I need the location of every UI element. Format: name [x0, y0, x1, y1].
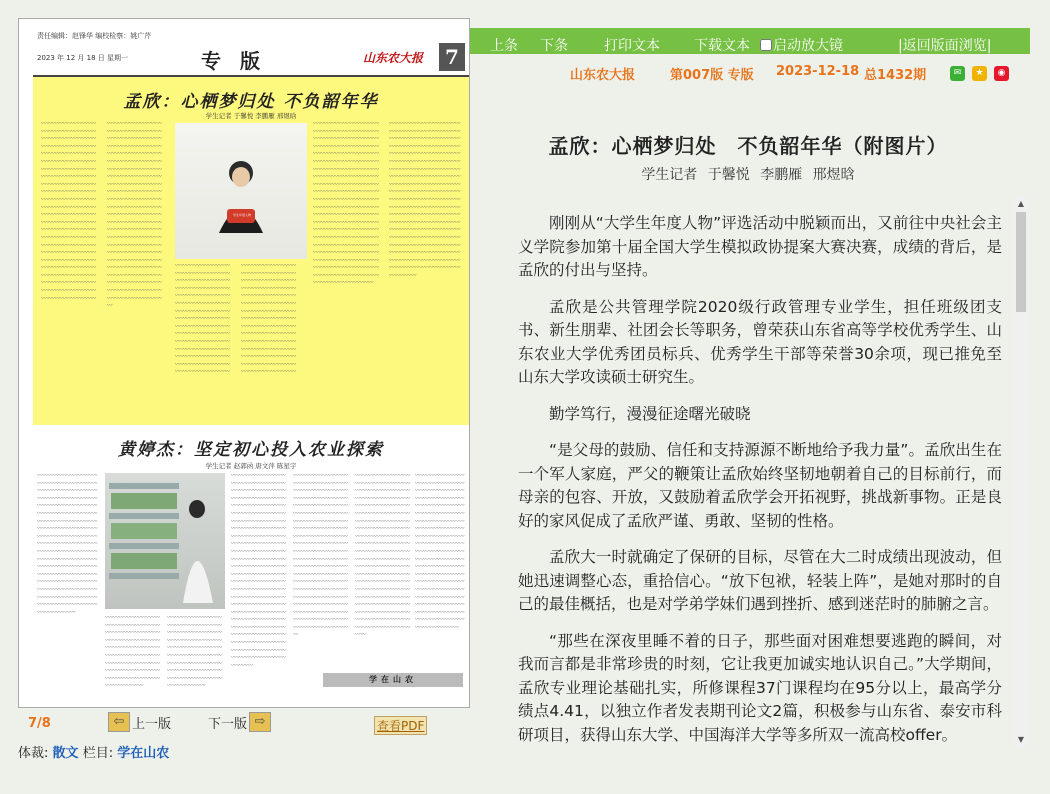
genre-label: 体裁:	[18, 746, 49, 761]
section-title: 专 版	[201, 49, 266, 73]
article-meta	[18, 742, 169, 761]
weibo-icon[interactable]: ◉	[994, 66, 1009, 81]
magnifier-label: 启动放大镜	[773, 38, 843, 54]
text-column: 〰〰〰〰〰〰〰〰〰〰〰〰〰〰〰〰〰〰〰〰〰〰〰〰〰〰〰〰〰〰〰〰〰〰〰〰〰〰〰〰〰〰〰〰〰〰〰〰〰〰〰〰〰〰〰〰〰〰〰〰〰〰〰〰〰〰〰〰〰〰〰〰〰〰〰〰〰〰〰〰〰〰〰〰〰〰〰〰〰〰〰〰〰〰〰〰〰〰〰〰〰〰〰〰〰〰〰〰〰〰〰〰〰〰〰〰〰〰〰〰〰〰〰〰〰〰〰〰〰〰〰〰〰〰〰〰〰〰〰〰〰〰〰〰〰〰〰〰〰〰〰〰〰〰〰〰〰〰〰〰〰〰〰〰〰〰〰〰〰〰〰〰〰〰〰〰〰〰〰〰〰〰〰〰〰〰〰〰〰〰〰〰〰〰〰〰〰〰〰〰〰〰〰〰〰〰〰〰〰〰〰〰〰〰〰〰〰〰〰〰〰〰〰〰〰〰〰〰〰〰〰〰〰〰〰〰〰〰〰〰〰〰〰〰〰〰〰〰〰〰〰〰〰〰	[231, 473, 287, 669]
photo-sign-text: 学生年度人物	[232, 213, 251, 217]
column-footer-strip: 学在山农	[323, 673, 463, 687]
prev-page-link[interactable]	[106, 712, 171, 732]
qzone-icon[interactable]: ★	[972, 66, 987, 81]
page-count: 7/8	[28, 716, 51, 731]
article-body	[518, 212, 1002, 748]
text-column: 〰〰〰〰〰〰〰〰〰〰〰〰〰〰〰〰〰〰〰〰〰〰〰〰〰〰〰〰〰〰〰〰〰〰〰〰〰〰〰〰〰〰〰〰〰〰〰〰〰〰〰〰〰〰〰〰〰〰〰〰〰〰〰〰〰〰〰〰〰〰〰〰〰〰〰〰〰〰〰〰〰〰〰〰〰〰〰〰〰〰〰〰〰〰〰〰〰	[105, 615, 161, 690]
article-title: 孟欣：心栖梦归处 不负韶年华（附图片）	[548, 134, 948, 158]
article2-headline: 黄婷杰：坚定初心投入农业探索	[118, 440, 384, 460]
text-column: 〰〰〰〰〰〰〰〰〰〰〰〰〰〰〰〰〰〰〰〰〰〰〰〰〰〰〰〰〰〰〰〰〰〰〰〰〰〰〰〰〰〰〰〰〰〰〰〰〰〰〰〰〰〰〰〰〰〰〰〰〰〰〰〰〰〰〰〰〰〰〰〰〰〰〰〰〰〰〰〰〰〰〰〰〰〰〰〰〰〰〰〰〰〰〰〰〰〰〰〰〰〰〰〰〰〰〰〰〰〰〰〰〰〰〰〰〰〰〰〰〰〰〰〰〰〰〰〰〰〰〰〰〰〰〰〰〰〰〰〰〰〰〰〰〰〰〰〰〰〰〰〰〰〰〰〰〰〰〰〰〰〰〰〰〰〰〰〰〰〰〰〰〰〰〰〰〰〰〰〰〰〰〰〰〰〰〰〰〰〰〰〰〰〰〰〰〰〰〰〰〰〰〰〰〰〰〰〰〰〰〰〰〰〰〰〰〰〰〰〰〰〰〰〰〰〰〰〰〰〰〰〰〰〰〰〰〰〰〰〰〰〰〰〰〰〰〰〰〰〰〰〰〰〰〰〰〰〰〰〰〰〰〰〰〰	[389, 121, 461, 279]
page-pager	[18, 712, 470, 738]
issue-date-line: 2023 年 12 月 18 日 星期一	[37, 54, 128, 62]
column-label: 栏目:	[82, 746, 114, 761]
issue-date: 2023-12-18	[776, 64, 860, 79]
next-page-label: 下一版	[208, 716, 248, 732]
photo-student	[175, 123, 307, 259]
text-column: 〰〰〰〰〰〰〰〰〰〰〰〰〰〰〰〰〰〰〰〰〰〰〰〰〰〰〰〰〰〰〰〰〰〰〰〰〰〰〰〰〰〰〰〰〰〰〰〰〰〰〰〰〰〰〰〰〰〰〰〰〰〰〰〰〰〰〰〰〰〰〰〰〰〰〰〰〰〰〰〰〰〰〰〰〰〰〰〰〰〰〰〰〰〰〰〰〰〰〰〰〰〰〰〰〰〰〰〰〰〰〰〰〰〰〰〰〰〰〰〰〰〰〰〰〰〰〰〰〰〰〰〰〰〰〰〰〰〰〰〰〰〰〰〰〰〰〰〰〰〰〰〰〰〰〰〰〰〰〰〰〰〰〰〰〰〰〰〰〰〰〰〰〰〰〰〰〰〰〰〰〰〰〰〰〰〰〰〰	[415, 473, 465, 631]
article-content	[488, 118, 1028, 748]
magnifier-checkbox[interactable]	[760, 39, 772, 51]
text-column: 〰〰〰〰〰〰〰〰〰〰〰〰〰〰〰〰〰〰〰〰〰〰〰〰〰〰〰〰〰〰〰〰〰〰〰〰〰〰〰〰〰〰〰〰〰〰〰〰〰〰〰〰〰〰〰〰〰〰〰〰〰〰〰〰〰〰〰〰〰〰〰〰〰〰〰〰〰〰〰〰〰〰〰〰〰〰〰〰〰〰〰〰〰〰〰〰〰〰〰〰〰〰〰〰〰〰〰〰〰〰〰〰〰〰〰〰〰〰〰〰〰〰〰〰〰〰〰〰〰〰〰〰〰〰〰〰〰〰〰〰〰〰〰〰〰〰〰〰〰〰〰〰〰〰〰〰〰〰〰〰〰〰〰〰〰〰〰〰〰〰〰〰〰〰〰〰〰〰〰〰〰〰〰〰〰〰〰〰〰〰〰〰〰〰〰〰〰〰〰〰〰〰〰〰〰〰〰〰〰〰〰	[293, 473, 349, 639]
column-link[interactable]: 学在山农	[117, 746, 170, 761]
article-paragraph: “是父母的鼓励、信任和支持源源不断地给予我力量”。孟欣出生在一个军人家庭，严父的鞭策让孟欣始终坚韧地朝着自己的目标前行，而母亲的包容、开放，又鼓励着孟欣学会开拓视野，挑战新事物。正是良好的家风促成了孟欣严谨、勇敢、坚韧的性格。	[518, 441, 1002, 530]
prev-page-label: 上一版	[132, 716, 172, 732]
text-column: 〰〰〰〰〰〰〰〰〰〰〰〰〰〰〰〰〰〰〰〰〰〰〰〰〰〰〰〰〰〰〰〰〰〰〰〰〰〰〰〰〰〰〰〰〰〰〰〰〰〰〰〰〰〰〰〰〰〰〰〰〰〰〰〰〰〰〰〰〰〰〰〰〰〰〰〰〰〰〰〰〰〰〰〰〰〰〰〰〰〰〰〰〰〰〰〰〰〰〰〰〰〰〰〰〰〰〰〰〰〰〰〰〰〰〰〰〰〰〰〰〰〰〰〰〰〰〰〰〰〰〰〰〰〰〰〰〰〰〰〰〰〰〰〰〰〰〰〰〰〰	[175, 263, 231, 376]
newspaper-logo: 山东农大报	[363, 51, 424, 65]
text-column: 〰〰〰〰〰〰〰〰〰〰〰〰〰〰〰〰〰〰〰〰〰〰〰〰〰〰〰〰〰〰〰〰〰〰〰〰〰〰〰〰〰〰〰〰〰〰〰〰〰〰〰〰〰〰〰〰〰〰〰〰〰〰〰〰〰〰〰〰〰〰〰〰〰〰〰〰〰〰〰〰〰〰〰〰〰〰〰〰〰〰〰〰〰〰〰〰〰〰〰〰〰〰〰〰〰〰〰〰〰〰〰〰〰〰〰〰〰〰〰〰〰〰〰〰〰〰〰〰〰〰〰〰〰〰〰〰〰〰〰〰〰〰〰〰〰〰〰〰〰〰〰〰〰〰〰〰〰〰〰〰〰〰〰〰〰〰〰〰〰〰〰〰〰〰〰〰〰〰〰〰〰〰〰〰〰〰〰〰〰〰〰〰〰〰〰〰〰〰〰〰〰〰〰〰〰〰〰〰〰〰〰〰	[355, 473, 411, 639]
download-text-link[interactable]: 下载文本	[694, 38, 750, 54]
prev-article-link[interactable]: 上条	[490, 38, 518, 54]
article1-byline: 学生记者 于馨悦 李鹏雁 邢煜晗	[205, 112, 297, 120]
newspaper-page-viewer[interactable]	[18, 18, 470, 708]
newspaper-page-image[interactable]	[33, 25, 469, 705]
genre-link[interactable]: 散文	[52, 746, 79, 761]
next-page-link[interactable]	[208, 712, 273, 732]
wechat-icon[interactable]: ✉	[950, 66, 965, 81]
article-toolbar	[470, 28, 1030, 54]
next-article-link[interactable]: 下条	[540, 38, 568, 54]
issue-number: 总1432期	[864, 68, 927, 83]
article-paragraph: 刚刚从“大学生年度人物”评选活动中脱颖而出，又前往中央社会主义学院参加第十届全国大学生模拟政协提案大赛决赛，成绩的背后，是孟欣的付出与坚持。	[518, 214, 1002, 279]
page-number-badge: 7	[439, 43, 465, 71]
text-column: 〰〰〰〰〰〰〰〰〰〰〰〰〰〰〰〰〰〰〰〰〰〰〰〰〰〰〰〰〰〰〰〰〰〰〰〰〰〰〰〰〰〰〰〰〰〰〰〰〰〰〰〰〰〰〰〰〰〰〰〰〰〰〰〰〰〰〰〰〰〰〰〰〰〰〰〰〰〰〰〰〰〰〰〰〰〰〰〰〰〰〰〰〰〰〰〰〰	[167, 615, 223, 690]
magnifier-toggle[interactable]	[760, 35, 843, 55]
photo-lab	[105, 473, 225, 609]
back-to-page-link[interactable]: |返回版面浏览|	[898, 38, 992, 54]
article2-byline: 学生记者 赵郭函 唐文萍 陈星宇	[205, 462, 297, 470]
view-pdf-button[interactable]: 查看PDF	[374, 716, 427, 735]
article-paragraph: 孟欣大一时就确定了保研的目标，尽管在大二时成绩出现波动，但她迅速调整心态，重拾信心。“放下包袱，轻装上阵”，是她对那时的自己的最佳概括，也是对学弟学妹们遇到挫折、感到迷茫时的肺腑之言。	[518, 548, 1002, 613]
article-scrollbar[interactable]	[1014, 196, 1028, 748]
text-column: 〰〰〰〰〰〰〰〰〰〰〰〰〰〰〰〰〰〰〰〰〰〰〰〰〰〰〰〰〰〰〰〰〰〰〰〰〰〰〰〰〰〰〰〰〰〰〰〰〰〰〰〰〰〰〰〰〰〰〰〰〰〰〰〰〰〰〰〰〰〰〰〰〰〰〰〰〰〰〰〰〰〰〰〰〰〰〰〰〰〰〰〰〰〰〰〰〰〰〰〰〰〰〰〰〰〰〰〰〰〰〰〰〰〰〰〰〰〰〰〰〰〰〰〰〰〰〰〰〰〰〰〰〰〰〰〰〰〰〰〰〰〰〰〰〰〰〰〰〰〰〰〰〰〰〰〰〰〰〰〰〰〰〰〰〰〰〰〰〰〰〰〰〰〰〰〰〰〰〰〰〰〰〰〰〰〰〰〰〰〰〰〰〰〰〰〰〰〰〰〰〰〰〰〰〰	[37, 473, 98, 616]
page-info: 第007版 专版	[670, 68, 754, 83]
editors-line: 责任编辑：赵锋华 编校检察：姚广芹	[37, 32, 152, 40]
text-column: 〰〰〰〰〰〰〰〰〰〰〰〰〰〰〰〰〰〰〰〰〰〰〰〰〰〰〰〰〰〰〰〰〰〰〰〰〰〰〰〰〰〰〰〰〰〰〰〰〰〰〰〰〰〰〰〰〰〰〰〰〰〰〰〰〰〰〰〰〰〰〰〰〰〰〰〰〰〰〰〰〰〰〰〰〰〰〰〰〰〰〰〰〰〰〰〰〰〰〰〰〰〰〰〰〰〰〰〰〰〰〰〰〰〰〰〰〰〰〰〰〰〰〰〰〰〰〰〰〰〰〰〰〰〰〰〰〰〰〰〰〰〰〰〰〰〰〰〰〰〰〰〰〰〰〰〰〰〰〰〰〰〰〰〰〰〰〰〰〰〰〰〰〰〰〰〰〰〰〰〰〰〰〰〰〰〰〰〰〰〰〰〰〰〰〰〰〰〰〰〰〰〰〰〰〰〰〰〰〰〰〰〰〰〰〰〰〰〰〰〰〰〰〰〰〰〰〰〰〰〰〰〰〰〰〰〰〰〰〰〰〰〰〰〰〰〰〰〰〰〰〰〰〰〰〰〰〰〰〰〰〰〰〰	[313, 121, 380, 287]
article-paragraph: “那些在深夜里睡不着的日子，那些面对困难想要逃跑的瞬间，对我而言都是非常珍贵的时刻，它让我更加诚实地认识自己。”大学期间，孟欣专业理论基础扎实，所修课程37门课程均在95分以上，最高学分绩点4.41，以独立作者发表期刊论文2篇，积极参与山东省、泰安市科研项目，获得山东大学、中国海洋大学等多所双一流高校offer。	[518, 631, 1002, 744]
scroll-up-arrow-icon[interactable]: ▲	[1017, 199, 1025, 208]
text-column: 〰〰〰〰〰〰〰〰〰〰〰〰〰〰〰〰〰〰〰〰〰〰〰〰〰〰〰〰〰〰〰〰〰〰〰〰〰〰〰〰〰〰〰〰〰〰〰〰〰〰〰〰〰〰〰〰〰〰〰〰〰〰〰〰〰〰〰〰〰〰〰〰〰〰〰〰〰〰〰〰〰〰〰〰〰〰〰〰〰〰〰〰〰〰〰〰〰〰〰〰〰〰〰〰〰〰〰〰〰〰〰〰〰〰〰〰〰〰〰〰〰〰〰〰〰〰〰〰〰〰〰〰〰〰〰〰〰〰〰〰〰〰〰〰〰〰〰〰〰〰〰〰〰〰〰〰〰〰〰〰〰〰〰〰〰〰〰〰〰〰〰〰〰〰〰〰〰〰〰〰〰〰〰〰〰〰〰〰〰〰〰〰〰〰〰〰〰〰〰〰〰〰〰〰〰〰〰〰〰〰〰〰〰〰〰〰〰〰〰〰〰〰〰〰〰〰〰〰〰〰〰〰〰〰〰〰〰〰〰〰	[41, 121, 97, 302]
article-paragraph: 孟欣是公共管理学院2020级行政管理专业学生，担任班级团支书、新生朋辈、社团会长等职务，曾荣获山东省高等学校优秀学生、山东农业大学优秀团员标兵、优秀学生干部等荣誉30余项，现已推免至山东大学攻读硕士研究生。	[518, 297, 1002, 386]
scroll-down-arrow-icon[interactable]: ▼	[1017, 735, 1025, 744]
issue-info-bar	[470, 60, 1030, 84]
scroll-thumb[interactable]	[1016, 212, 1026, 312]
article1-headline: 孟欣：心栖梦归处 不负韶年华	[123, 92, 379, 112]
left-arrow-icon: ⇦	[108, 712, 130, 732]
text-column: 〰〰〰〰〰〰〰〰〰〰〰〰〰〰〰〰〰〰〰〰〰〰〰〰〰〰〰〰〰〰〰〰〰〰〰〰〰〰〰〰〰〰〰〰〰〰〰〰〰〰〰〰〰〰〰〰〰〰〰〰〰〰〰〰〰〰〰〰〰〰〰〰〰〰〰〰〰〰〰〰〰〰〰〰〰〰〰〰〰〰〰〰〰〰〰〰〰〰〰〰〰〰〰〰〰〰〰〰〰〰〰〰〰〰〰〰〰〰〰〰〰〰〰〰〰〰〰〰〰〰〰〰〰〰〰〰〰〰〰〰〰〰〰〰〰〰〰〰〰〰〰〰〰〰〰〰〰〰〰〰〰〰〰〰〰〰〰〰〰〰〰〰〰〰〰〰〰〰〰〰〰〰〰〰〰〰〰〰〰〰〰〰〰〰〰〰〰〰〰〰〰〰〰〰〰〰〰〰〰〰〰〰〰〰〰〰〰〰〰〰〰〰〰〰〰〰〰〰〰〰〰〰〰〰〰〰〰〰〰〰〰	[107, 121, 163, 310]
paper-name: 山东农大报	[570, 68, 636, 83]
right-arrow-icon: ⇨	[249, 712, 271, 732]
text-column: 〰〰〰〰〰〰〰〰〰〰〰〰〰〰〰〰〰〰〰〰〰〰〰〰〰〰〰〰〰〰〰〰〰〰〰〰〰〰〰〰〰〰〰〰〰〰〰〰〰〰〰〰〰〰〰〰〰〰〰〰〰〰〰〰〰〰〰〰〰〰〰〰〰〰〰〰〰〰〰〰〰〰〰〰〰〰〰〰〰〰〰〰〰〰〰〰〰〰〰〰〰〰〰〰〰〰〰〰〰〰〰〰〰〰〰〰〰〰〰〰〰〰〰〰〰〰〰〰〰〰〰〰〰〰〰〰〰〰〰〰〰〰〰〰〰〰〰〰〰〰	[241, 263, 297, 376]
article-subheading: 勤学笃行，漫漫征途曙光破晓	[549, 404, 751, 423]
print-text-link[interactable]: 打印文本	[604, 38, 660, 54]
highlighted-article-area[interactable]	[33, 77, 469, 425]
article-author: 学生记者 于馨悦 李鹏雁 邢煜晗	[641, 167, 855, 183]
